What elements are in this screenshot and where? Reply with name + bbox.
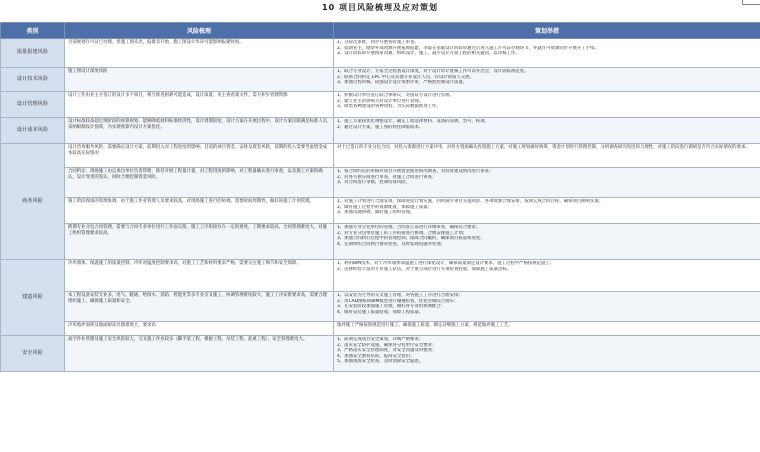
category-cell: 建造风险 bbox=[1, 260, 65, 336]
response-cell bbox=[334, 198, 760, 224]
response-line: 5、加强现场安全检查，及时消除安全隐患。 bbox=[337, 359, 424, 365]
category-cell: 商务风险 bbox=[1, 144, 65, 260]
risk-cell bbox=[65, 168, 334, 198]
risk-cell bbox=[65, 144, 334, 168]
risk-text: 施工阶段现场的管理协调，由于施工作业管理人员要求较高，对现场施工进行的协调，需要时间周期性，做好的施工计划管理。 bbox=[68, 199, 314, 204]
response-line: 1、加强专业分包单位的管理，合同签订前进行详细审查，确保符合要求； bbox=[337, 225, 481, 230]
table-row bbox=[1, 144, 760, 168]
response-line: 3、设计阶段即开展图审沟通，组织设计、施工、减少设计方面工程的相关疑问，以审核工作。 bbox=[337, 51, 520, 57]
table-row bbox=[1, 322, 760, 336]
response-cell bbox=[334, 68, 760, 92]
response-line: 1、以安装为主导的交叉施工管理，对各施工工序进行合理安排； bbox=[337, 293, 463, 298]
risk-text: 本工程设备安装专业多，电气、暖通、给排水、消防、智能化等多专业交叉施工，协调管理难度较大，施工工序安排要求高，需要合理组织施工，确保施工质量和安全。 bbox=[68, 293, 328, 304]
response-line: 2、落实安全防护设施，确保各分包单位安全要求； bbox=[337, 342, 437, 348]
table-row bbox=[1, 39, 760, 68]
response-line: 3、加强过程审核，较强设计设计成果评审，严格把控制设计质量。 bbox=[337, 80, 468, 86]
table-row bbox=[1, 260, 760, 292]
response-line: 2、选择经验丰富的专业施工队伍，对于重点部位进行专项检查验收，保障施工质量达标。 bbox=[337, 266, 512, 272]
response-line: 2、联系合同约定 EPC 中心及其他专业设计人员，有设计资质人交底。 bbox=[337, 74, 475, 80]
header-category: 类别 bbox=[1, 23, 65, 39]
response-line: 2、建立业主的影响力对设计单位进行管理。 bbox=[337, 98, 424, 104]
risk-cell bbox=[65, 292, 334, 322]
table-row bbox=[1, 292, 760, 322]
response-line: 1、联合专业设计，专家全过程查设计深度，对于设计审计复核工作可以外出会，设计面临规范度。 bbox=[337, 69, 529, 74]
risk-text: 设计咨询服务风险，需要确定设计方案，前期投入对工程进度的影响；目前的项目资金，安排及资金风险，前期的投入需要考虑资金成本较高实际情况 bbox=[68, 145, 328, 156]
table-row bbox=[1, 118, 760, 144]
response-line: 4、做好安装施工质量验收，保障工程质量。 bbox=[337, 309, 424, 315]
header-response: 策划举措 bbox=[334, 23, 760, 39]
response-line: 1、施工方案按优化调整设计，确定工程选择材料、设备的品牌，型号，标准； bbox=[337, 119, 490, 124]
risk-text: 合同约定：现场施工由总承包单位负责管理，推荐开展工程量计量，对工程进度的影响，对工程量确认进行审查，以及施工方案的确认，设计变更的签认，同时合理控制资金风险。 bbox=[68, 169, 323, 180]
response-line: 1、积极设计单位签订联合体协议，对接双方设计进行管理。 bbox=[337, 93, 454, 98]
risk-cell bbox=[65, 260, 334, 292]
response-cell bbox=[334, 292, 760, 322]
risk-cell bbox=[65, 322, 334, 336]
page-corner-mark bbox=[742, 0, 760, 5]
table-body bbox=[1, 39, 760, 372]
table-row bbox=[1, 68, 760, 92]
response-line: 3、在安装阶段加强施工管理，做好各专业的协调配合； bbox=[337, 304, 446, 310]
response-line: 3、加强沟通协调，做好施工组织管理。 bbox=[337, 210, 415, 216]
response-line: 1、分段次审批，同步开展各阶施工审查。 bbox=[337, 40, 419, 45]
risk-table bbox=[0, 22, 760, 372]
response-cell bbox=[334, 224, 760, 260]
risk-text: 冷库墙体、保温施工的质量控制，冷库对温度控制要求高，对施工工艺和材料要求严格，需要关注施工细节和安全保障。 bbox=[68, 261, 301, 266]
category-cell: 设计技术风险 bbox=[1, 68, 65, 92]
response-line: 1、对施工计划进行合理安排，保障进度计划实施，同时减少项目实施风险，各项资源合理安排，按期完成合同目标，确保项目顺利实施； bbox=[337, 199, 604, 204]
response-line: 2、对各方供应商进行审查，对施工合同进行审查； bbox=[337, 174, 437, 180]
risk-cell bbox=[65, 39, 334, 68]
table-row bbox=[1, 336, 760, 372]
response-line: 1、前期完成项目安全策划，详细严格要求； bbox=[337, 337, 424, 342]
response-cell bbox=[334, 168, 760, 198]
risk-cell bbox=[65, 198, 334, 224]
table-row bbox=[1, 168, 760, 198]
response-cell bbox=[334, 144, 760, 168]
category-cell: 设计管理风险 bbox=[1, 92, 65, 118]
response-cell bbox=[334, 336, 760, 372]
response-line: 3、收集各种建设的各种资料，为实际数据推进工作。 bbox=[337, 104, 441, 110]
risk-text: 目前规划许可证已办理，但施工图未出，报建未开始，施工图设计库存可能影响报建时间。 bbox=[68, 40, 244, 45]
response-cell bbox=[334, 322, 760, 336]
response-line: 4、定期组织合同执行情况检查，及时发现问题并处理。 bbox=[337, 241, 446, 247]
risk-cell bbox=[65, 92, 334, 118]
risk-cell bbox=[65, 336, 334, 372]
response-line: 2、对专业分包单位施工的工序衔接进行协调，合理安排施工计划； bbox=[337, 230, 468, 236]
category-cell: 安全风险 bbox=[1, 336, 65, 372]
table-row bbox=[1, 92, 760, 118]
response-cell bbox=[334, 39, 760, 68]
response-line: 2、通过设计方案，施工图的优化降低成本。 bbox=[337, 124, 424, 130]
risk-text: 施工图设计深度风险 bbox=[68, 69, 108, 74]
risk-text: 设计工作由业主方签订的设计多个项目，相互推进困难可能造成，设计质量、业主查看案文件，需方积少管理资源 bbox=[68, 93, 288, 98]
response-line: 3、对合同进行审核，控制结算风险。 bbox=[337, 180, 411, 186]
table-header-row bbox=[1, 23, 760, 39]
table-row bbox=[1, 224, 760, 260]
response-line: 1、按合同约定的审核对项目开展资金使用情况调查，对投资建设情况进行审查； bbox=[337, 169, 494, 174]
risk-cell bbox=[65, 68, 334, 92]
response-cell bbox=[334, 260, 760, 292]
document-title: 10 项目风险梳理及应对策划 bbox=[322, 3, 438, 12]
risk-text: 设计标准较高超过现阶段的预算规划，能够降低材料标准经济性，设计周期较短，设计方案在开展过程中，设计方案仅限满足标准人员采纳限制设计预算，为实现预算内设计方案优化。 bbox=[68, 119, 328, 130]
risk-cell bbox=[65, 118, 334, 144]
table-row bbox=[1, 198, 760, 224]
response-cell bbox=[334, 92, 760, 118]
response-line: 地坪施工严格按照规范进行施工，确保施工质量，制定详细施工方案，规范地坪施工工艺。 bbox=[337, 323, 513, 328]
risk-text: 跨期专业分包合同管理，需要与合同专业单位进行工作面交接，施工工序衔接存在一定的难度，工期要求较高，合同管理难度大，对施工组织管理要求较高。 bbox=[68, 225, 328, 236]
header-risk: 风险梳理 bbox=[65, 23, 334, 39]
category-cell: 报批报建风险 bbox=[1, 39, 65, 68]
risk-text: 冷库地坪面积及地面耐冻处理难度大，要求高 bbox=[68, 323, 156, 328]
response-line: 对于已签订的专业分包合同，对投入资源进行方案评审，对各方资源确认投资施工方案，对施工规划做好统筹，资金计划进行管理控制，分析调查研究进度的合理性，对施工阶段进行调研是否符合实际情况的要求。 bbox=[337, 145, 750, 150]
response-line: 2、做好施工过程中的资源配置，保障施工质量； bbox=[337, 204, 432, 210]
response-cell bbox=[334, 118, 760, 144]
response-line: 4、加强安全教育培训，提高安全意识； bbox=[337, 353, 415, 359]
category-cell: 设计成本风险 bbox=[1, 118, 65, 144]
response-line: 1、利用BIM技术，对于冷库墙体保温施工进行深化设计，确保质量满足设计要求，施工过程中严格按规范施工； bbox=[337, 261, 555, 266]
response-line: 2、用CAD图纸和BIM模型进行碰撞检查，优化管线综合排布； bbox=[337, 298, 459, 304]
response-line: 3、加强合同执行过程中的管理控制，保障合同履约，确保项目质量和进度； bbox=[337, 236, 485, 242]
response-line: 2、借助业主、勘察外部资源开展报规报建，争取在基础设计阶段审通过后进入施工许可证办理环节，并就许可资源同步开展开工手续。 bbox=[337, 45, 599, 51]
risk-cell bbox=[65, 224, 334, 260]
risk-text: 高空作业管理及施工安全风险较大，交叉施工作业较多（脚手架工程、模板工程、吊装工程、起重工程），安全管理难度大。 bbox=[68, 337, 308, 342]
response-line: 3、严格落实安全管理制度，对安全问题及时整改； bbox=[337, 348, 437, 354]
